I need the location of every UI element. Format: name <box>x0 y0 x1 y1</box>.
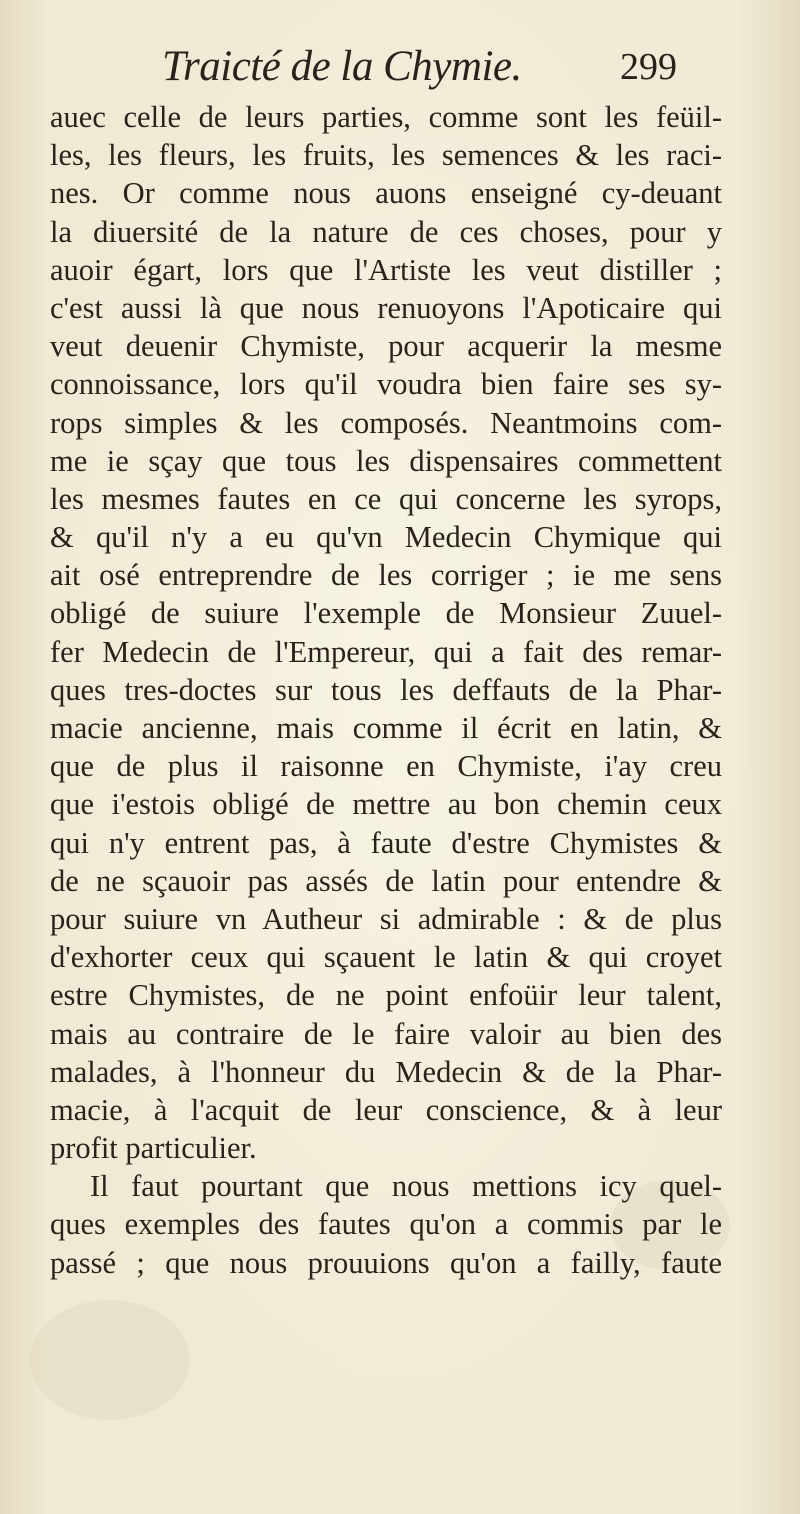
text-line: ait osé entreprendre de les corriger ; ie me sens <box>50 558 722 593</box>
paper-stain <box>30 1300 190 1420</box>
text-line: connoissance, lors qu'il voudra bien faire ses sy- <box>50 367 722 402</box>
text-line: ques exemples des fautes qu'on a commis par le <box>50 1207 722 1242</box>
text-line: rops simples & les composés. Neantmoins com- <box>50 405 722 440</box>
page-header <box>0 42 800 92</box>
text-line: qui n'y entrent pas, à faute d'estre Chymistes & <box>50 825 722 860</box>
page-number: 299 <box>620 46 677 88</box>
text-line: me ie sçay que tous les dispensaires commettent <box>50 443 722 478</box>
text-line: que de plus il raisonne en Chymiste, i'ay creu <box>50 749 722 784</box>
text-line: mais au contraire de le faire valoir au bien des <box>50 1016 722 1051</box>
text-line: les, les fleurs, les fruits, les semences & les raci- <box>50 138 722 173</box>
text-line: que i'estois obligé de mettre au bon chemin ceux <box>50 787 722 822</box>
text-line: auec celle de leurs parties, comme sont les feüil- <box>50 100 722 134</box>
paragraph-last-line: profit particulier. <box>50 1131 257 1166</box>
text-line: obligé de suiure l'exemple de Monsieur Zuuel- <box>50 596 722 631</box>
text-line: passé ; que nous prouuions qu'on a failly, faute <box>50 1245 722 1280</box>
text-line: de ne sçauoir pas assés de latin pour entendre & <box>50 863 722 898</box>
body-text <box>50 98 722 1282</box>
text-line: estre Chymistes, de ne point enfoüir leur talent, <box>50 978 722 1013</box>
text-line: fer Medecin de l'Empereur, qui a fait des remar- <box>50 634 722 669</box>
text-line: macie ancienne, mais comme il écrit en latin, & <box>50 711 722 745</box>
text-line: auoir égart, lors que l'Artiste les veut distiller ; <box>50 252 722 287</box>
text-line: nes. Or comme nous auons enseigné cy-deuant <box>50 176 722 211</box>
text-line: la diuersité de la nature de ces choses, pour y <box>50 214 722 249</box>
text-line: macie, à l'acquit de leur conscience, & à leur <box>50 1092 722 1127</box>
running-title: Traicté de la Chymie. <box>162 43 522 90</box>
text-line: d'exhorter ceux qui sçauent le latin & qui croyet <box>50 940 722 975</box>
paragraph-first-line: Il faut pourtant que nous mettions icy quel- <box>90 1169 722 1204</box>
text-line: veut deuenir Chymiste, pour acquerir la mesme <box>50 329 722 364</box>
text-line: les mesmes fautes en ce qui concerne les syrops, <box>50 481 722 516</box>
text-line: & qu'il n'y a eu qu'vn Medecin Chymique qui <box>50 520 722 555</box>
text-line: malades, à l'honneur du Medecin & de la Phar- <box>50 1054 722 1089</box>
text-line: c'est aussi là que nous renuoyons l'Apoticaire qui <box>50 290 722 325</box>
text-line: pour suiure vn Autheur si admirable : & de plus <box>50 901 722 936</box>
text-line: ques tres-doctes sur tous les deffauts de la Phar- <box>50 672 722 707</box>
